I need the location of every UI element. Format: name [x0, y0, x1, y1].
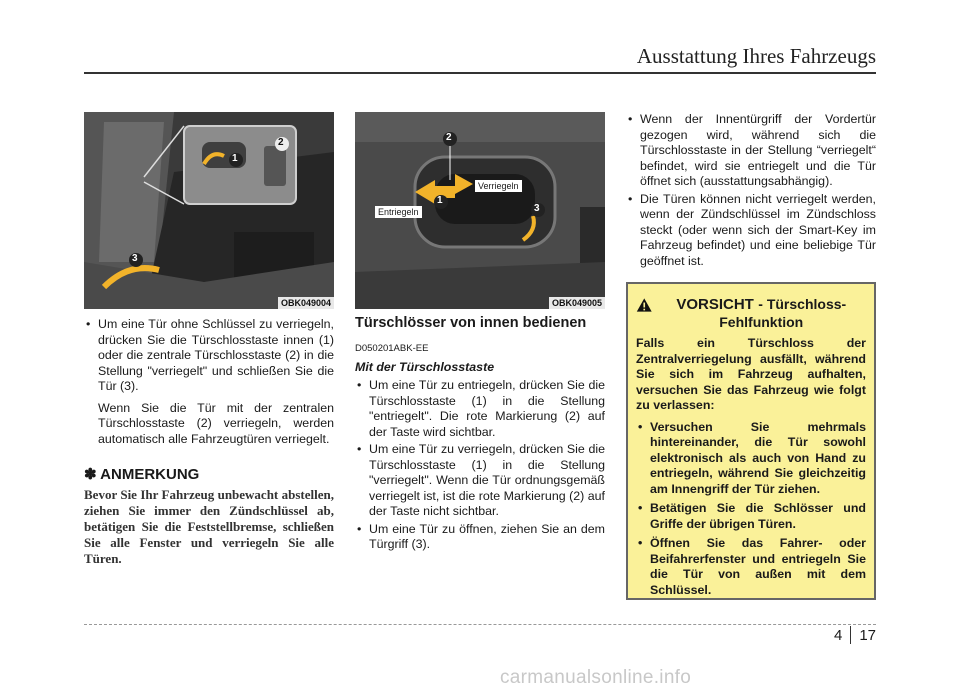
page-separator	[850, 626, 851, 644]
section-title: Türschlösser von innen bedienen	[355, 315, 587, 331]
callout-1: 1	[232, 153, 238, 164]
bullet-item: • Um eine Tür ohne Schlüssel zu verriegeln, drücken Sie die Türschlosstaste innen (1) oder die zentrale Türschlosstaste (2) in die Stellung "verriegelt" und schließen Sie die Tür (3).	[84, 317, 334, 395]
callout-2: 2	[446, 132, 452, 143]
bullet-list	[84, 317, 334, 395]
header-rule	[84, 72, 876, 74]
bullet-item: • Um eine Tür zu entriegeln, drücken Sie die Türschlosstaste (1) in die Stellung "entriegelt". Die rote Markierung (2) auf der Taste wird sichtbar.	[355, 378, 605, 440]
bullet-item: • Um eine Tür zu verriegeln, drücken Sie die Türschlosstaste (1) in die Stellung "verriegelt". Wenn die Tür ordnungsgemäß verriegelt ist, ist die rote Markierung (2) auf der Taste nicht sichtbar.	[355, 442, 605, 520]
sub-title: Mit der Türschlosstaste	[355, 360, 495, 374]
footer-rule	[84, 624, 876, 625]
note-body: Bevor Sie Ihr Fahrzeug unbewacht abstellen, ziehen Sie immer den Zündschlüssel ab, betätigen Sie die Feststellbremse, schließen Sie alle Fenster und verriegeln Sie alle Türen.	[84, 487, 334, 566]
bullet-list	[626, 112, 876, 269]
caution-intro: Falls ein Türschloss der Zentralverriegelung ausfällt, während Sie sich im Fahrzeug aufhalten, versuchen Sie das Fahrzeug wie folgt zu verlassen:	[636, 336, 866, 412]
door-photo-1	[84, 112, 334, 309]
bullet-list	[355, 378, 605, 553]
chapter-number: 4	[833, 626, 843, 644]
callout-1: 1	[437, 195, 443, 206]
caution-title: VORSICHT	[676, 296, 754, 313]
column-middle	[355, 112, 605, 555]
header-title: Ausstattung Ihres Fahrzeugs	[636, 44, 876, 68]
bullet-item: • Um eine Tür zu öffnen, ziehen Sie an dem Türgriff (3).	[355, 522, 605, 553]
doc-code: D050201ABK-EE	[355, 343, 429, 354]
caution-bullets	[636, 420, 866, 599]
warning-triangle-icon	[636, 296, 653, 314]
indent-paragraph: Wenn Sie die Tür mit der zentralen Türschlosstaste (2) verriegeln, werden automatisch alle Fahrzeugtüren verriegelt.	[98, 400, 334, 446]
door-interior-illustration	[84, 112, 334, 309]
note-title: ✽ ANMERKUNG	[84, 466, 200, 483]
caution-bullet: • Versuchen Sie mehrmals hintereinander, die Tür sowohl elektronisch als auch von Hand zu entriegeln, während Sie gleichzeitig am Innengriff der Tür ziehen.	[636, 420, 866, 498]
column-left	[84, 112, 334, 567]
page-number-value: 17	[859, 626, 876, 644]
callout-3: 3	[132, 253, 138, 264]
column-right	[626, 112, 876, 271]
bullet-item: • Die Türen können nicht verriegelt werden, wenn der Zündschlüssel im Zündschloss steckt (oder wenn sich der Smart-Key im Fahrzeug befindet) und eine beliebige Tür geöffnet ist.	[626, 192, 876, 270]
door-photo-2	[355, 112, 605, 309]
callout-3: 3	[534, 203, 540, 214]
caution-header	[636, 296, 866, 332]
caution-subtitle: - Türschloss-Fehlfunktion	[719, 296, 847, 330]
bullet-item: • Wenn der Innentürgriff der Vordertür gezogen wird, während sich die Türschlosstaste in der Stellung “verriegelt“ befindet, wird sie entriegelt und die Tür öffnet sich (ausstattungsabhängig).	[626, 112, 876, 190]
photo-code: OBK049005	[549, 297, 605, 309]
caution-bullet: • Betätigen Sie die Schlösser und Griffe der übrigen Türen.	[636, 501, 866, 532]
label-verriegeln: Verriegeln	[475, 180, 522, 192]
caution-box	[626, 282, 876, 600]
photo-code: OBK049004	[278, 297, 334, 309]
page-number	[834, 626, 876, 644]
label-entriegeln: Entriegeln	[375, 206, 422, 218]
callout-2: 2	[278, 137, 284, 148]
watermark: carmanualsonline.info	[500, 667, 692, 688]
caution-bullet: • Öffnen Sie das Fahrer- oder Beifahrerfenster und entriegeln Sie die Tür von außen mit dem Schlüssel.	[636, 536, 866, 598]
